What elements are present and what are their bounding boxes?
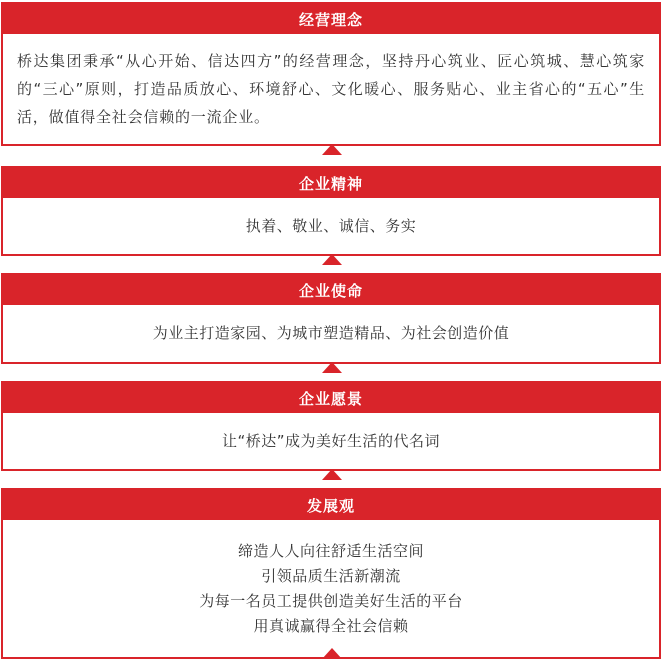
section-development-view xyxy=(1,488,661,659)
up-arrow-icon xyxy=(322,362,342,373)
section-line: 为每一名员工提供创造美好生活的平台 xyxy=(199,591,463,610)
section-body xyxy=(3,413,659,469)
section-enterprise-mission xyxy=(1,273,661,364)
section-body xyxy=(3,198,659,254)
up-arrow-icon xyxy=(322,254,342,265)
section-line: 让“桥达”成为美好生活的代名词 xyxy=(221,431,441,450)
section-line: 为业主打造家园、为城市塑造精品、为社会创造价值 xyxy=(152,324,510,342)
section-title: 发展观 xyxy=(3,490,659,520)
section-title: 企业愿景 xyxy=(3,383,659,413)
up-arrow-icon xyxy=(322,469,342,480)
section-title: 经营理念 xyxy=(3,4,659,34)
section-line: 引领品质生活新潮流 xyxy=(261,566,401,585)
section-line: 执着、敬业、诚信、务实 xyxy=(245,216,417,235)
section-line: 缔造人人向往舒适生活空间 xyxy=(237,541,424,560)
section-title: 企业精神 xyxy=(3,168,659,198)
section-body xyxy=(3,305,659,362)
up-arrow-icon xyxy=(322,144,342,155)
section-body xyxy=(3,520,659,657)
up-arrow-icon xyxy=(322,648,342,659)
section-enterprise-vision xyxy=(1,381,661,471)
section-line: 用真诚赢得全社会信赖 xyxy=(253,616,409,635)
section-title: 企业使命 xyxy=(3,275,659,305)
section-enterprise-spirit xyxy=(1,166,661,256)
section-paragraph: 桥达集团秉承“从心开始、信达四方”的经营理念，坚持丹心筑业、匠心筑城、慧心筑家的“三心”原则，打造品质放心、环境舒心、文化暖心、服务贴心、业主省心的“五心”生活，做值得全社会信赖的一流企业。 xyxy=(17,52,645,126)
section-business-philosophy xyxy=(1,2,661,146)
section-body xyxy=(3,34,659,144)
